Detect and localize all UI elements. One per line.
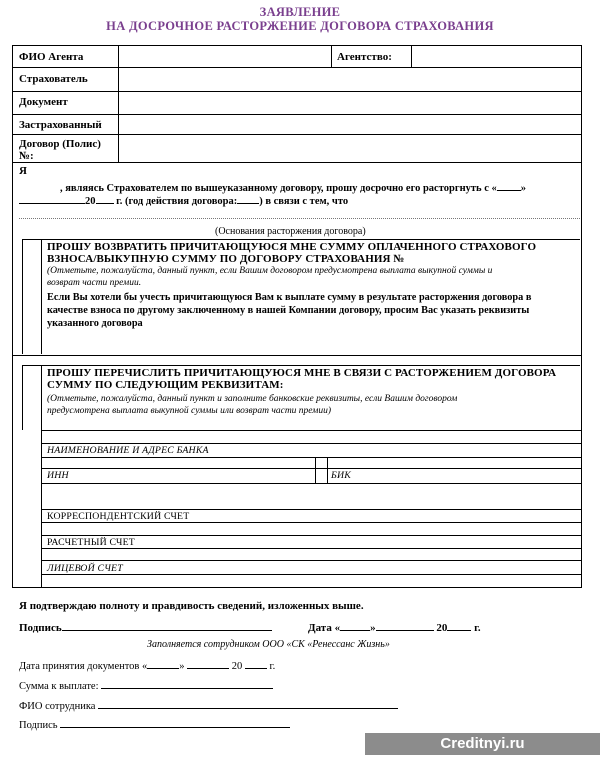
employee-fio-field[interactable] xyxy=(98,698,398,709)
staff-caption: Заполняется сотрудником ООО «СК «Ренессанс Жизнь» xyxy=(147,639,390,650)
personal-account-label: ЛИЦЕВОЙ СЧЕТ xyxy=(47,563,123,574)
confirmation-signature-row xyxy=(19,620,272,634)
statement-line-2-mid: г. (год действия договора: xyxy=(116,196,238,207)
section-2-heading-line2: СУММУ ПО СЛЕДУЮЩИМ РЕКВИЗИТАМ: xyxy=(47,379,284,391)
inn-field[interactable] xyxy=(42,458,314,468)
section-1-heading-line2: ВЗНОСА/ВЫКУПНУЮ СУММУ ПО ДОГОВОРУ СТРАХОВАНИЯ № xyxy=(47,253,405,265)
date-year-field[interactable] xyxy=(447,620,471,631)
agent-fio-field[interactable] xyxy=(119,46,330,66)
accept-date-row xyxy=(19,658,275,672)
section-2-note-line1: (Отметьте, пожалуйста, данный пункт и заполните банковские реквизиты, если Вашим договором xyxy=(47,394,458,404)
watermark: Creditnyi.ru xyxy=(365,733,600,755)
accept-month-field[interactable] xyxy=(187,658,229,669)
payout-label: Сумма к выплате: xyxy=(19,681,99,692)
insurer-field[interactable] xyxy=(119,68,580,90)
title-line-2: НА ДОСРОЧНОЕ РАСТОРЖЕНИЕ ДОГОВОРА СТРАХОВАНИЯ xyxy=(106,19,494,33)
date-year-prefix: 20 xyxy=(436,622,448,634)
document-label: Документ xyxy=(19,96,68,108)
confirmation-text: Я подтверждаю полноту и правдивость сведений, изложенных выше. xyxy=(19,600,364,612)
date-month-field[interactable] xyxy=(376,620,434,631)
bik-label: БИК xyxy=(331,470,351,481)
section-2-checkbox[interactable] xyxy=(23,366,40,429)
confirmation-date-row xyxy=(308,620,481,634)
document-field[interactable] xyxy=(119,92,580,113)
statement-year-prefix: 20 xyxy=(85,196,96,207)
accept-day-field[interactable] xyxy=(147,658,179,669)
title-line-1: ЗАЯВЛЕНИЕ xyxy=(259,5,341,19)
section-1-checkbox[interactable] xyxy=(23,240,40,353)
date-close: » xyxy=(370,622,376,634)
staff-signature-row xyxy=(19,717,290,731)
statement-line-1 xyxy=(60,180,526,194)
personal-account-field[interactable] xyxy=(42,549,580,559)
accept-year-prefix: 20 xyxy=(231,661,243,672)
date-label: Дата « xyxy=(308,622,341,634)
payout-field[interactable] xyxy=(101,678,273,689)
accept-date-label: Дата принятия документов « xyxy=(19,661,148,672)
section-1-offset-line3: указанного договора xyxy=(47,318,143,329)
employee-fio-label: ФИО сотрудника xyxy=(19,701,96,712)
agency-field[interactable] xyxy=(412,46,580,66)
insurer-label: Страхователь xyxy=(19,73,88,85)
date-day-field[interactable] xyxy=(340,620,370,631)
policy-label-line2: №: xyxy=(19,150,34,162)
bank-name-field[interactable] xyxy=(42,431,580,442)
statement-line-1-text: , являясь Страхователем по вышеуказанному договору, прошу досрочно его расторгнуть с « xyxy=(60,183,497,194)
payout-row xyxy=(19,678,273,692)
staff-signature-label: Подпись xyxy=(19,720,58,731)
bik-field[interactable] xyxy=(328,458,580,468)
section-1-note-line2: возврат части премии. xyxy=(47,278,142,288)
corr-account-label: КОРРЕСПОНДЕНТСКИЙ СЧЕТ xyxy=(47,511,190,522)
section-2-heading-line1: ПРОШУ ПЕРЕЧИСЛИТЬ ПРИЧИТАЮЩУЮСЯ МНЕ В СВЯЗИ С РАСТОРЖЕНИЕМ ДОГОВОРА xyxy=(47,367,557,379)
statement-ya: Я xyxy=(19,165,27,177)
statement-line-1-end: » xyxy=(520,183,527,194)
signature-label: Подпись xyxy=(19,622,62,634)
current-account-field[interactable] xyxy=(42,523,580,534)
staff-signature-field[interactable] xyxy=(60,717,290,728)
insured-field[interactable] xyxy=(119,115,580,133)
agency-label: Агентство: xyxy=(337,51,392,63)
section-1-offset-line2: качестве взноса по другому заключенному в нашей Компании договору, просим Вас указать реквизиты xyxy=(47,305,530,316)
bank-name-label: НАИМЕНОВАНИЕ И АДРЕС БАНКА xyxy=(47,445,209,456)
section-1-offset-line1: Если Вы хотели бы учесть причитающуюся Вам к выплате сумму в результате расторжения договора в xyxy=(47,292,532,303)
current-account-label: РАСЧЕТНЫЙ СЧЕТ xyxy=(47,537,135,548)
reasons-caption: (Основания расторжения договора) xyxy=(215,226,366,237)
accept-date-close: » xyxy=(179,661,185,672)
accept-year-field[interactable] xyxy=(245,658,267,669)
statement-line-2 xyxy=(19,193,348,207)
corr-account-field[interactable] xyxy=(42,484,580,508)
policy-label-line1: Договор (Полис) xyxy=(19,138,101,150)
statement-line-2-end: ) в связи с тем, что xyxy=(259,196,349,207)
employee-fio-row xyxy=(19,698,398,712)
section-2-note-line2: предусмотрена выплата выкупной суммы или возврат части премии) xyxy=(47,406,332,416)
signature-field[interactable] xyxy=(62,620,272,631)
section-1-heading-line1: ПРОШУ ВОЗВРАТИТЬ ПРИЧИТАЮЩУЮСЯ МНЕ СУММУ ОПЛАЧЕННОГО СТРАХОВОГО xyxy=(47,241,537,253)
section-1-note-line1: (Отметьте, пожалуйста, данный пункт, если Вашим договором предусмотрена выплата выкупной суммы и xyxy=(47,266,493,276)
policy-field[interactable] xyxy=(119,135,580,161)
agent-fio-label: ФИО Агента xyxy=(19,51,84,63)
inn-label: ИНН xyxy=(47,470,69,481)
insured-label: Застрахованный xyxy=(19,119,102,131)
date-year-suffix: г. xyxy=(474,622,481,634)
accept-year-suffix: г. xyxy=(269,661,276,672)
